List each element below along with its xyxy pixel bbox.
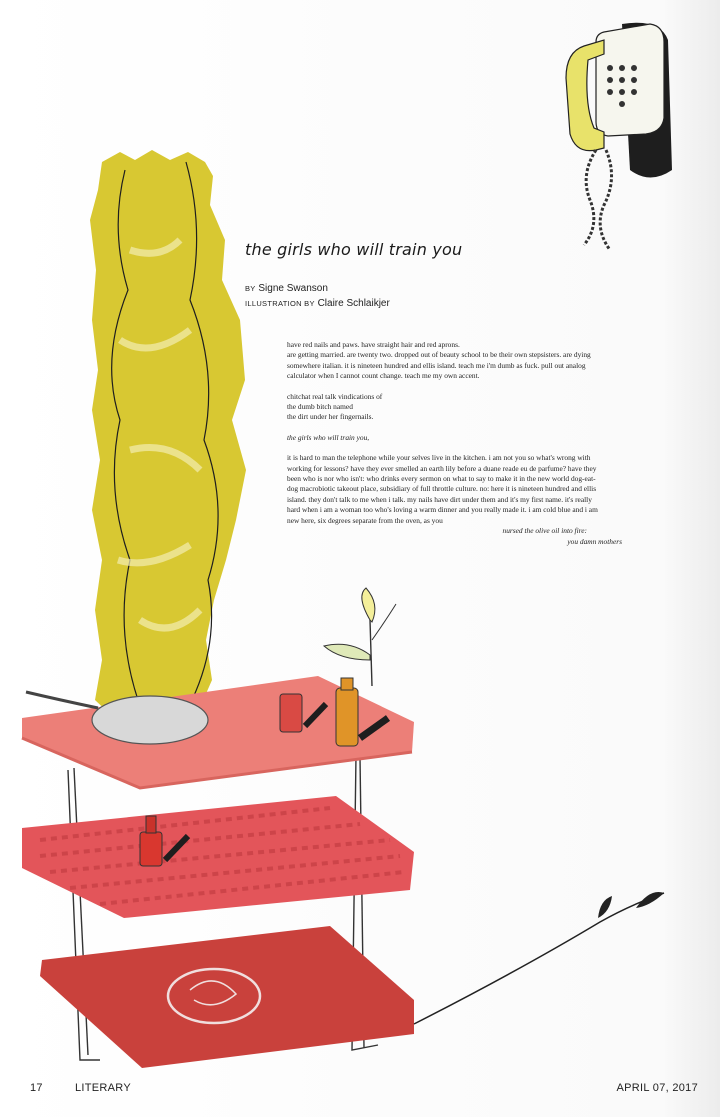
poem-line: it is hard to man the telephone while your selves live in the kitchen. i am not you so what's wrong with (287, 453, 591, 463)
poem-line: chitchat real talk vindications of (287, 391, 383, 401)
poem-line: the dirt under her fingernails. (287, 412, 374, 422)
poem-line: hard when i am a woman too who's loving a warm dinner and you really made it. i am cold blue and i am (287, 505, 598, 515)
section-label: LITERARY (75, 1082, 131, 1094)
vine-branch (414, 892, 664, 1024)
poem-line: new here, six degrees separate from the oven, as you (287, 515, 443, 525)
stanza-gap (287, 423, 677, 433)
telephone-drawing (566, 23, 672, 250)
yellow-sculpture (90, 150, 246, 722)
poem-line: the dumb bitch named (287, 402, 353, 412)
poem-line: island. they don't talk to me when i talk. my nails have dirt under them and it's my first name. it's really (287, 494, 592, 504)
illustrator-credit (245, 298, 390, 309)
poem-line: are getting married. are twenty two. dropped out of beauty school to be their own stepsisters. are dying (287, 350, 591, 360)
poem-line: dog macrobiotic takeout place, subsidiary of full throttle culture. no: here it is nineteen hundred and ellis (287, 484, 597, 494)
author-credit (245, 283, 328, 294)
poem-closing-line: nursed the olive oil into fire: (502, 526, 587, 536)
stanza-gap (287, 382, 677, 392)
poem-closing-line: you damn mothers (567, 536, 622, 546)
bottom-shelf (40, 926, 414, 1068)
article-title: the girls who will train you (245, 240, 463, 259)
poem-line: have red nails and paws. have straight hair and red aprons. (287, 340, 460, 349)
illustrator-name: Claire Schlaikjer (317, 298, 390, 309)
poem-line: calculator when I cannot count change. teach me my own accent. (287, 371, 480, 381)
top-shelf (22, 588, 414, 788)
page-number: 17 (30, 1082, 43, 1094)
poem-line: been who is nor who isn't: who drinks every sermon on what to say to make it in the new world dog-eat- (287, 474, 596, 484)
stanza-gap (287, 443, 677, 453)
poem-line: somewhere italian. it is nineteen hundred and ellis island. teach me i'm dumb as fuck. pull out analog (287, 360, 586, 370)
issue-date: APRIL 07, 2017 (616, 1082, 698, 1094)
poem-body (287, 340, 677, 547)
author-prefix: BY (245, 284, 256, 293)
illustrator-prefix: ILLUSTRATION BY (245, 299, 315, 308)
poem-refrain: the girls who will train you, (287, 432, 370, 442)
author-name: Signe Swanson (258, 283, 328, 294)
poem-line: working for lessons? have they ever smelled an earth lily before a duane reade eu de parfume? have they (287, 463, 597, 473)
